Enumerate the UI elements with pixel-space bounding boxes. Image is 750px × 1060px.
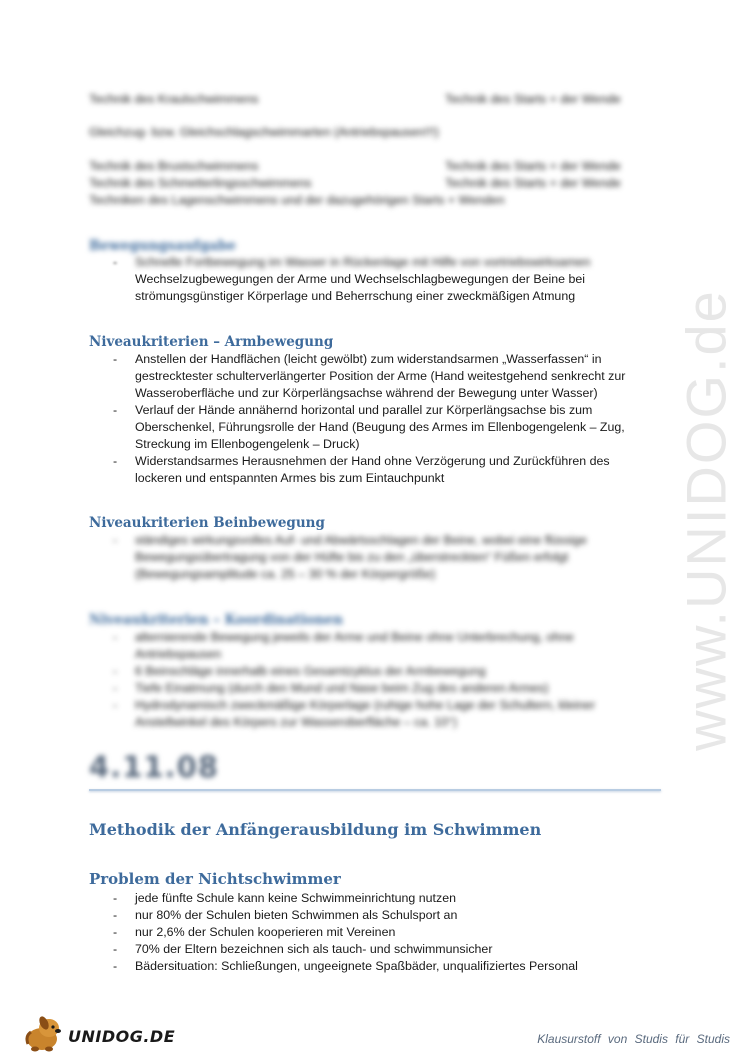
list-item: - alternierende Bewegung jeweils der Arme und Beine ohne Unterbrechung, ohne Antriebspausen bbox=[113, 630, 574, 661]
technique-group-heading: Gleichzug- bzw. Gleichschlagschwimmarten (Antriebspausen!!!) bbox=[89, 125, 439, 139]
list-item: - Anstellen der Handflächen (leicht gewölbt) zum widerstandsarmen „Wasserfassen“ in gestrecktester schulterverlängerter Position der Arme (Hand weitestgehend senkrecht zur Wasseroberfläche und zur Körperlängsachse während der Bewegung unter Wasser) bbox=[113, 352, 626, 400]
logo-text: UNIDOG.DE bbox=[68, 1027, 176, 1046]
list-item: - 6 Beinschläge innerhalb eines Gesamtzyklus der Armbewegung bbox=[113, 664, 486, 678]
arm-criteria-heading: Niveaukriterien – Armbewegung bbox=[89, 334, 334, 350]
list-item: - jede fünfte Schule kann keine Schwimmeinrichtung nutzen bbox=[113, 891, 456, 905]
list-item: - Widerstandsarmes Herausnehmen der Hand ohne Verzögerung und Zurückführen des lockeren und entspannten Armes bis zum Eintauchpunkt bbox=[113, 454, 610, 485]
date-heading: 4.11.08 bbox=[89, 750, 219, 784]
list-item: - 70% der Eltern bezeichnen sich als tauch- und schwimmunsicher bbox=[113, 942, 493, 956]
list-item: - Hydrodynamisch zweckmäßige Körperlage (ruhige hohe Lage der Schultern, kleiner Anstellwinkel des Körpers zur Wasseroberfläche – ca. 10°) bbox=[113, 698, 596, 729]
arm-criteria-list bbox=[89, 351, 649, 487]
movement-task-heading: Bewegungsaufgabe bbox=[89, 238, 236, 254]
leg-criteria-list bbox=[89, 532, 649, 583]
technique-butterfly: Technik des Schmetterlingsschwimmens bbox=[89, 176, 312, 190]
heading-divider bbox=[89, 789, 661, 791]
technique-start-turn: Technik des Starts + der Wende bbox=[445, 159, 621, 173]
coordination-list bbox=[89, 629, 649, 731]
list-item: - nur 80% der Schulen bieten Schwimmen als Schulsport an bbox=[113, 908, 458, 922]
technique-medley: Techniken des Lagenschwimmens und der dazugehörigen Starts + Wenden bbox=[89, 193, 505, 207]
technique-crawl: Technik des Kraulschwimmens bbox=[89, 92, 259, 106]
movement-task-list bbox=[89, 254, 649, 305]
problem-heading: Problem der Nichtschwimmer bbox=[89, 870, 341, 888]
leg-criteria-heading: Niveaukriterien Beinbewegung bbox=[89, 515, 325, 531]
unidog-logo bbox=[22, 1014, 176, 1054]
coordination-heading: Niveaukriterien – Koordinationen bbox=[89, 612, 343, 628]
problem-list bbox=[89, 890, 649, 975]
section-title: Methodik der Anfängerausbildung im Schwimmen bbox=[89, 820, 542, 839]
watermark: www.UNIDOG.de bbox=[674, 289, 738, 751]
list-item: - nur 2,6% der Schulen kooperieren mit Vereinen bbox=[113, 925, 396, 939]
list-item: - Verlauf der Hände annähernd horizontal und parallel zur Körperlängsachse bis zum Oberschenkel, Führungsrolle der Hand (Beugung des Armes im Ellenbogengelenk – Zug, Streckung im Ellenbogengelenk – Druck) bbox=[113, 403, 625, 451]
technique-breast: Technik des Brustschwimmens bbox=[89, 159, 259, 173]
list-item: - Bädersituation: Schließungen, ungeeignete Spaßbäder, unqualifiziertes Personal bbox=[113, 959, 578, 973]
technique-start-turn: Technik des Starts + der Wende bbox=[445, 176, 621, 190]
footer-tagline: Klausurstoff von Studis für Studis bbox=[537, 1032, 730, 1046]
list-item: - Tiefe Einatmung (durch den Mund und Nase beim Zug des anderen Armes) bbox=[113, 681, 549, 695]
list-item: - Schnelle Fortbewegung im Wasser in Rückenlage mit Hilfe von vortriebswirksamen Wechselzugbewegungen der Arme und Wechselschlagbewegungen der Beine bei strömungsgünstiger Körperlage und Beherrschung einer zweckmäßigen Atmung bbox=[113, 255, 591, 303]
technique-start-turn: Technik des Starts + der Wende bbox=[445, 92, 621, 106]
dog-icon bbox=[22, 1014, 68, 1054]
list-item: - ständiges wirkungsvolles Auf- und Abwärtsschlagen der Beine, wobei eine flüssige Bewegungsübertragung von der Hüfte bis zu den „überstreckten“ Füßen erfolgt (Bewegungsamplitude ca. 25 – 30 % der Körpergröße) bbox=[113, 533, 587, 581]
